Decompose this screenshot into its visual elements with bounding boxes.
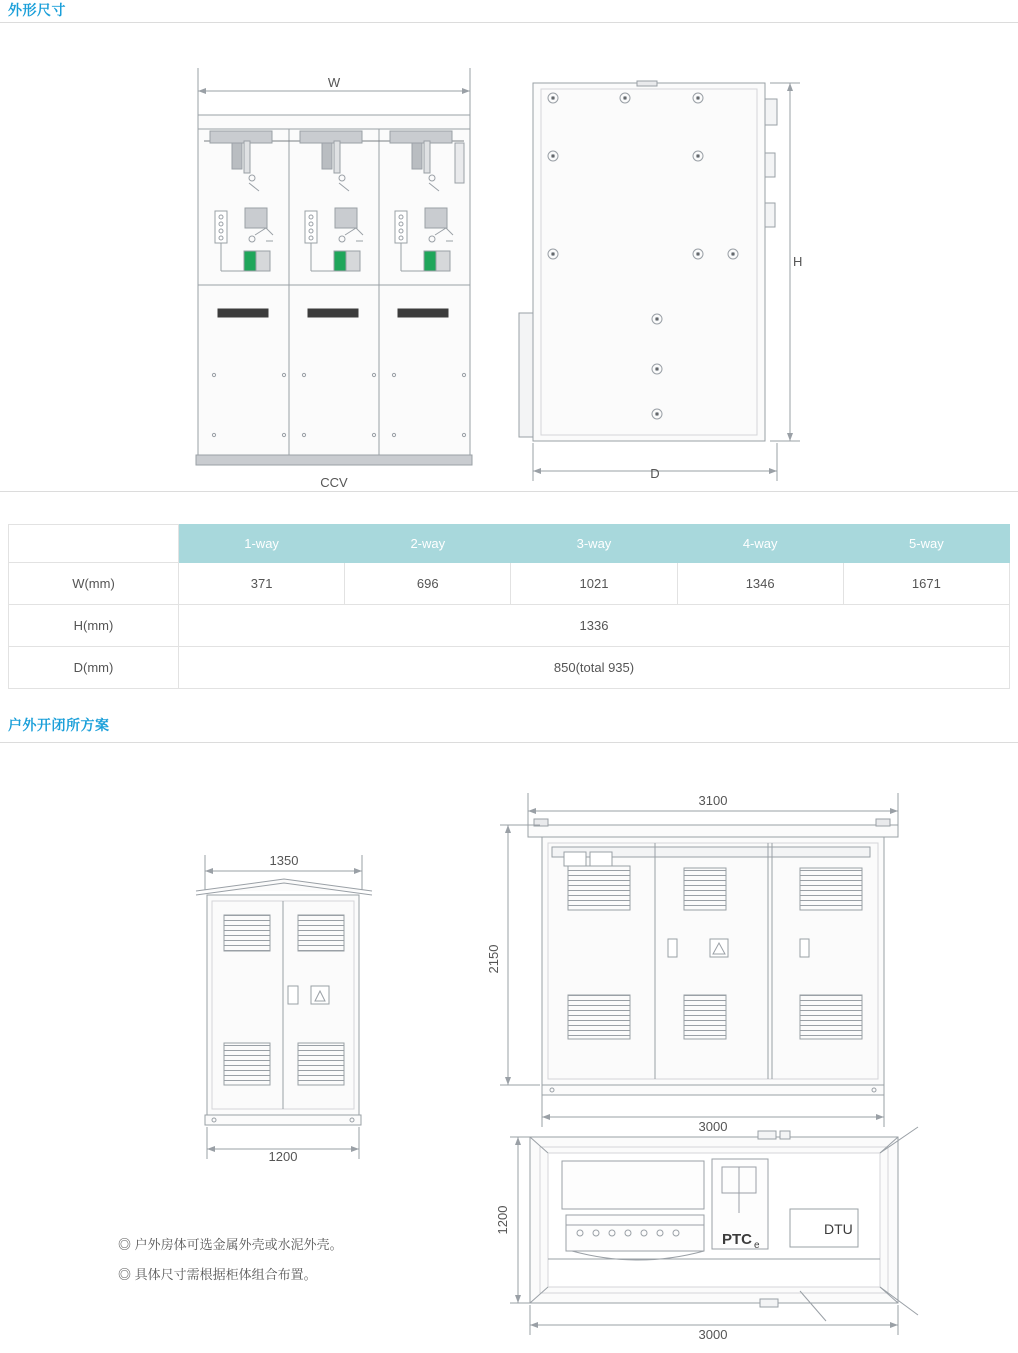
dim-label-d: D — [650, 466, 660, 481]
dim-label-w: W — [327, 75, 341, 90]
dim-front-left-2150: 2150 — [486, 944, 501, 974]
table-row — [9, 605, 1010, 647]
cabinet-drawing-svg — [0, 23, 1018, 491]
table-header-2way: 2-way — [345, 525, 511, 563]
dim-front-top-3100: 3100 — [698, 793, 728, 808]
row-label-depth: D(mm) — [9, 647, 179, 689]
table-header-1way: 1-way — [179, 525, 345, 563]
row-label-width: W(mm) — [9, 563, 179, 605]
row-label-height: H(mm) — [9, 605, 179, 647]
dim-plan-left-1200: 1200 — [495, 1205, 510, 1235]
cell-w-4way: 1346 — [677, 563, 843, 605]
table-corner-cell — [9, 525, 179, 563]
note-item-2: ◎ 具体尺寸需根据柜体组合布置。 — [118, 1267, 317, 1282]
dim-left-top-1350: 1350 — [269, 853, 299, 868]
table-header-3way: 3-way — [511, 525, 677, 563]
figure-caption-ccv: CCV — [320, 475, 348, 490]
section-title-dimensions: 外形尺寸 — [8, 2, 66, 18]
table-row — [9, 563, 1010, 605]
cell-w-3way: 1021 — [511, 563, 677, 605]
dim-label-h: H — [793, 254, 803, 269]
figure-panel-dimensions — [0, 22, 1018, 492]
note-item-1: ◎ 户外房体可选金属外壳或水泥外壳。 — [118, 1237, 343, 1252]
section-title-outdoor: 户外开闭所方案 — [8, 717, 110, 733]
table-header-row — [9, 525, 1010, 563]
label-dtu: DTU — [824, 1221, 853, 1237]
cell-w-1way: 371 — [179, 563, 345, 605]
label-ptc-subscript: e — [754, 1240, 760, 1251]
cell-d-all: 850(total 935) — [179, 647, 1010, 689]
specification-table — [8, 524, 1010, 689]
table-header-4way: 4-way — [677, 525, 843, 563]
table-row — [9, 647, 1010, 689]
table-header-5way: 5-way — [843, 525, 1009, 563]
cell-w-2way: 696 — [345, 563, 511, 605]
cell-w-5way: 1671 — [843, 563, 1009, 605]
label-ptc: PTC — [722, 1231, 752, 1248]
cell-h-all: 1336 — [179, 605, 1010, 647]
dim-front-bottom-3000: 3000 — [698, 1119, 728, 1134]
notes-list — [118, 1230, 343, 1290]
dim-plan-bottom-3000: 3000 — [698, 1327, 728, 1342]
dim-left-bottom-1200: 1200 — [268, 1149, 298, 1164]
